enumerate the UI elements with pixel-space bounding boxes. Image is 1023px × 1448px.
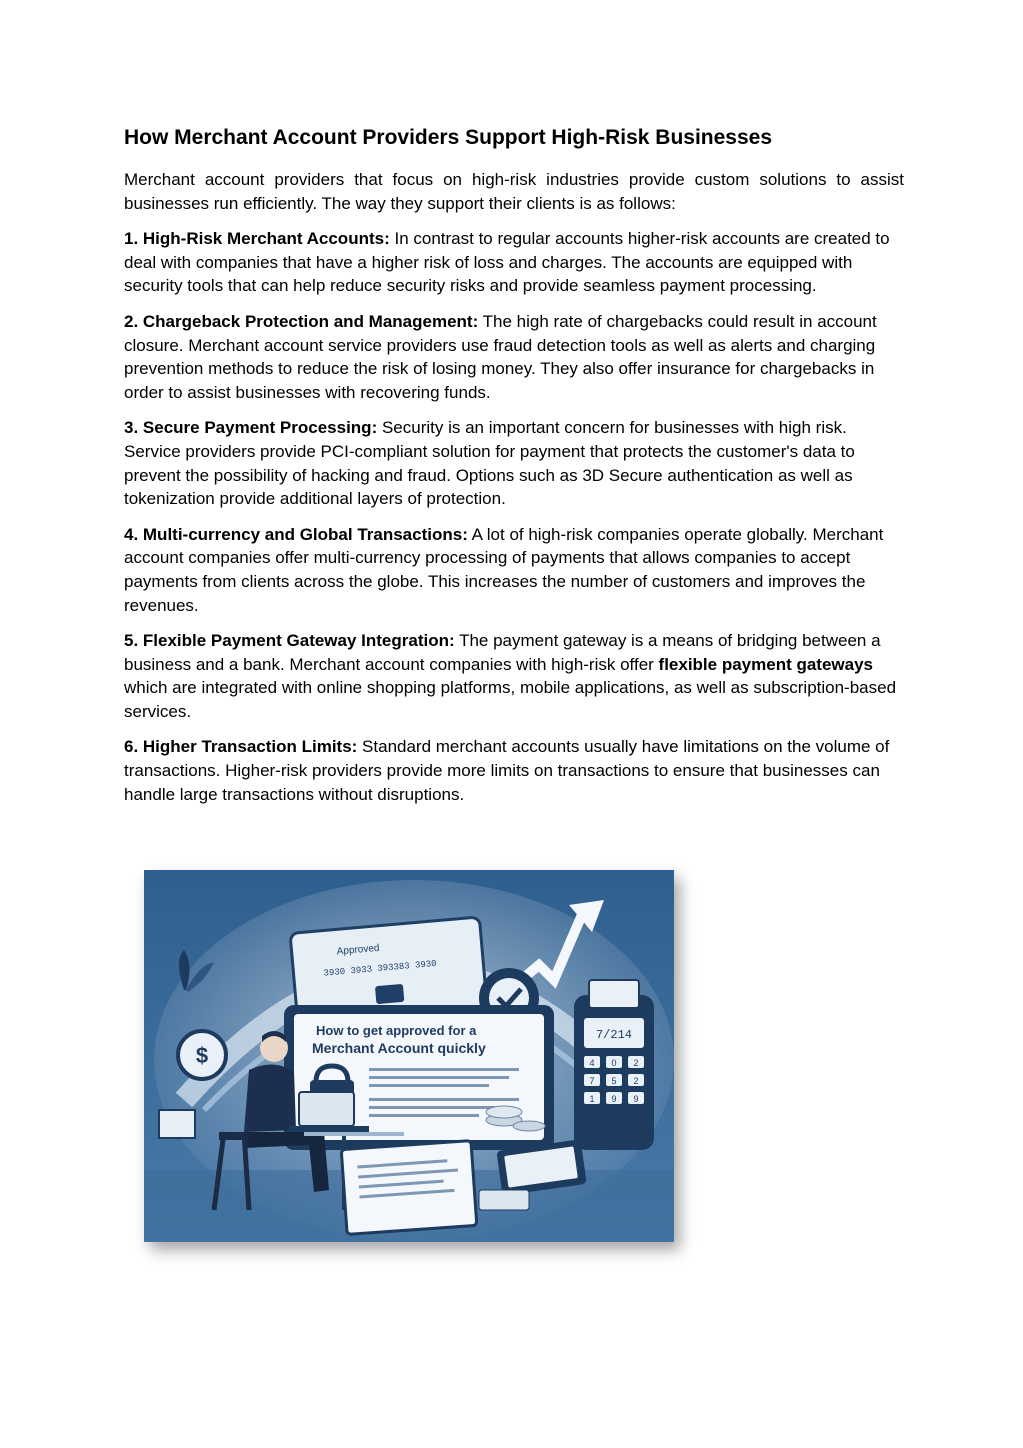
terminal-display: 7/214 [595,1028,633,1042]
list-item [124,310,904,404]
item-text: which are integrated with online shopping platforms, mobile applications, as well as subscription-based services. [124,678,897,721]
item-heading: 2. Chargeback Protection and Management: [124,311,479,331]
item-text: Security is an important concern for businesses with high risk. Service providers provide PCI-compliant solution for payment that protects the customer's data to prevent the possibility of hacking and fraud. Options such as 3D Secure authentication as well as tokenization provide additional layers of protection. [124,418,855,509]
item-text: The payment gateway is a means of bridging between a business and a bank. Merchant account companies with high-risk offer [124,631,881,674]
keypad-key: 1 [589,1094,595,1104]
screen-title-line2: Merchant Account quickly [312,1040,486,1056]
keypad-key: 5 [611,1076,617,1086]
item-heading: 1. High-Risk Merchant Accounts: [124,229,390,249]
card-number: 3930 3933 393383 3930 [323,958,438,979]
intro-paragraph: Merchant account providers that focus on high-risk industries provide custom solutions to assist businesses run efficiently. The way they support their clients is as follows: [124,170,904,213]
card-header: Approved [336,942,380,958]
keypad-key: 0 [611,1058,617,1068]
keypad-key: 2 [633,1076,639,1086]
item-heading: 3. Secure Payment Processing: [124,418,378,438]
screen-title-line1: How to get approved for a [316,1023,477,1038]
coin-symbol: $ [195,1043,209,1068]
keypad-key: 7 [589,1076,595,1086]
list-item [124,227,904,298]
merchant-illustration [144,870,674,1242]
item-text: A lot of high-risk companies operate globally. Merchant account companies offer multi-currency processing of payments that allows companies to accept payments from clients across the globe. This increases the number of customers and improves the revenues. [124,524,884,615]
keypad-key: 9 [633,1094,639,1104]
item-text: In contrast to regular accounts higher-risk accounts are created to deal with companies that have a higher risk of loss and charges. The accounts are equipped with security tools that can help reduce security risks and provide seamless payment processing. [124,229,890,296]
page-title: How Merchant Account Providers Support High-Risk Businesses [124,126,773,149]
item-bold-inline: flexible payment gateways [658,654,874,674]
payment-terminal-icon [574,980,654,1150]
list-item [124,629,904,723]
keypad-key: 9 [611,1094,617,1104]
dollar-coin-icon [178,1031,226,1079]
list-item [124,523,904,617]
keypad-key: 2 [633,1058,639,1068]
item-heading: 6. Higher Transaction Limits: [124,737,358,757]
keypad [584,1056,644,1104]
list-item [124,735,904,806]
document-page [124,124,904,818]
list-item [124,416,904,510]
keypad-key: 4 [589,1058,595,1068]
item-text: Standard merchant accounts usually have limitations on the volume of transactions. Higher-risk providers provide more limits on transactions to ensure that businesses can handle large transactions without disruptions. [124,737,890,804]
item-heading: 4. Multi-currency and Global Transactions: [124,524,468,544]
item-heading: 5. Flexible Payment Gateway Integration: [124,631,455,651]
item-text: The high rate of chargebacks could result in account closure. Merchant account service providers use fraud detection tools as well as alerts and charging prevention methods to reduce the risk of losing money. They also offer insurance for chargebacks in order to assist businesses with recovering funds. [124,311,877,402]
document-icon [341,1141,477,1235]
